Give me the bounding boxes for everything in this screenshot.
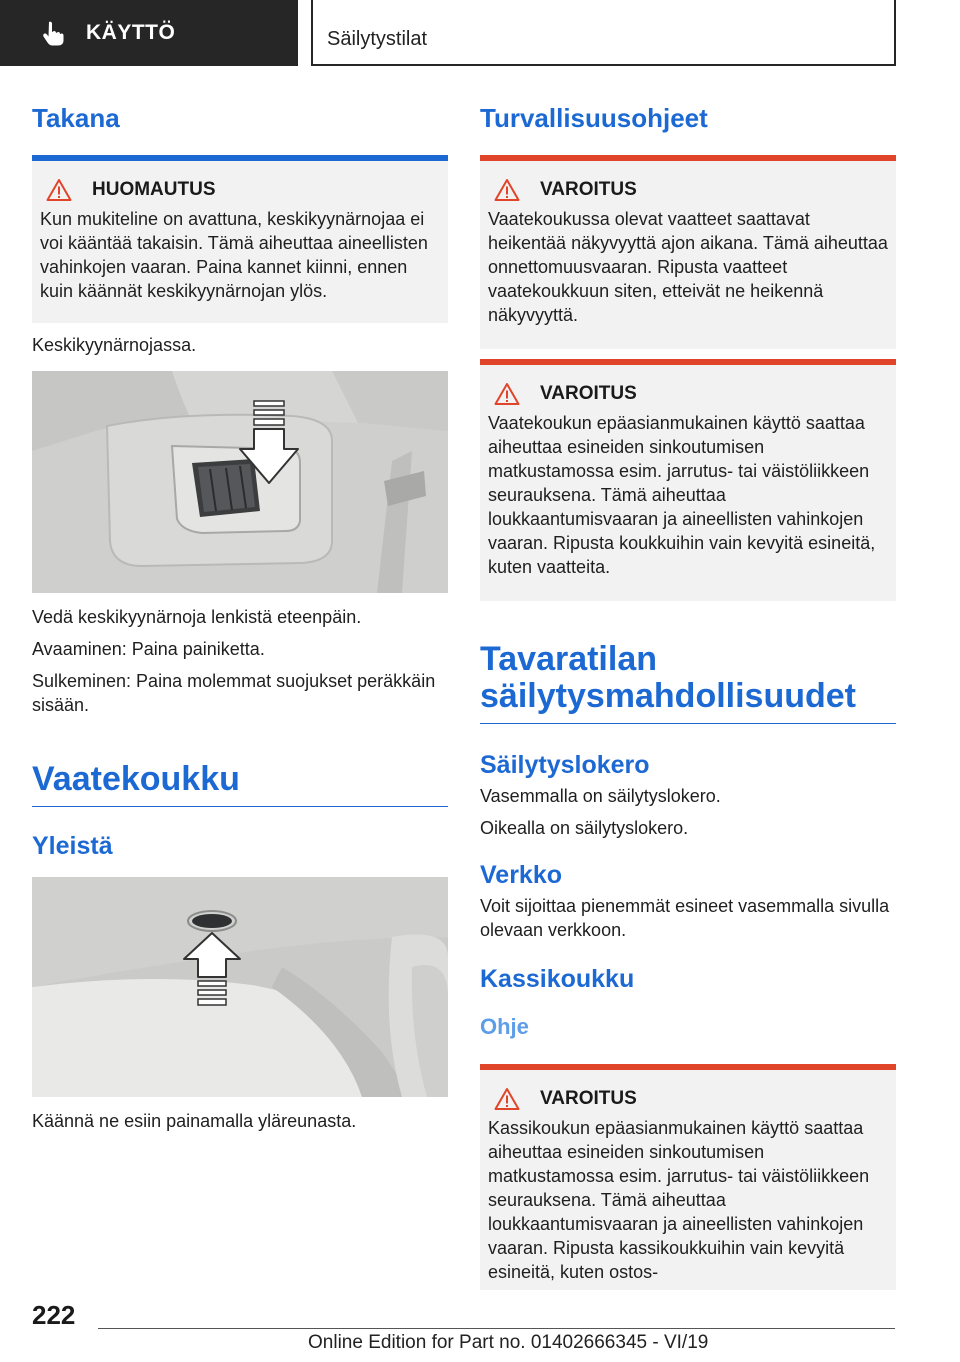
heading-rule (480, 723, 896, 724)
heading-compartment: Säilytyslokero (480, 750, 650, 779)
chapter-tab (0, 0, 298, 66)
warning2-title: VAROITUS (540, 383, 637, 405)
heading-rule (32, 806, 448, 807)
right-column (480, 100, 896, 1290)
coat-hook-figure (32, 877, 448, 1097)
warning-triangle-icon (494, 1087, 520, 1111)
notice-box (32, 161, 448, 323)
heading-storage: Tavaratilan säilytysmahdollisuudet (480, 640, 856, 715)
footer-edition: Online Edition for Part no. 01402666345 - VI/19 (308, 1332, 709, 1353)
heading-takana: Takana (32, 103, 120, 133)
footer-rule (98, 1328, 895, 1329)
paragraph-location: Keskikyynärnojassa. (32, 335, 197, 356)
warning-triangle-icon (494, 178, 520, 202)
chapter-title: KÄYTTÖ (86, 21, 176, 44)
warning2-text: Vaatekoukun epäasianmukainen käyttö saattaa aiheuttaa esineiden sinkoutumisen matkustamossa esim. jarrutus- tai väistöliikkeen seurauksena. Tämä aiheuttaa loukkaantumisvaaran ja aineellisten vahinkojen vaaran. Ripusta koukkuihin vain kevyitä esineitä, kuten vaatteita. (488, 413, 876, 578)
warning1-title: VAROITUS (540, 179, 637, 201)
left-column (32, 100, 448, 1133)
heading-safety: Turvallisuusohjeet (480, 103, 708, 133)
heading-ohje: Ohje (480, 1013, 529, 1039)
notice-title: HUOMAUTUS (92, 179, 216, 201)
paragraph-pull: Vedä keskikyynärnoja lenkistä eteenpäin. (32, 607, 362, 628)
heading-bag-hook: Kassikoukku (480, 964, 635, 993)
warning-triangle-icon (494, 382, 520, 406)
warning3-box (480, 1070, 896, 1290)
warning1-box (480, 161, 896, 349)
heading-vaatekoukku: Vaatekoukku (32, 760, 240, 799)
warning1-text: Vaatekoukussa olevat vaatteet saattavat heikentää näkyvyyttä ajon aikana. Tämä aiheuttaa onnettomuusvaaran. Ripusta vaatteet vaatekoukkuun siten, etteivät ne heikennä näkyvyyttä. (488, 209, 888, 326)
armrest-figure (32, 371, 448, 593)
notice-text: Kun mukiteline on avattuna, keskikyynärnojaa ei voi kääntää takaisin. Tämä aiheuttaa aineellisten vahinkojen vaaran. Paina kannet kiinni, ennen kuin käännät keskikyynärnojan ylös. (40, 209, 428, 302)
paragraph-close: Sulkeminen: Paina molemmat suojukset peräkkäin sisään. (32, 671, 436, 716)
paragraph-right-compartment: Oikealla on säilytyslokero. (480, 817, 689, 838)
page-number: 222 (32, 1300, 76, 1330)
warning3-text: Kassikoukun epäasianmukainen käyttö saattaa aiheuttaa esineiden sinkoutumisen matkustamossa esim. jarrutus- tai väistöliikkeen seurauksena. Tämä aiheuttaa loukkaantumisvaaran ja aineellisten vahinkojen vaaran. Ripusta kassikoukkuihin vain kevyitä esineitä, kuten ostos- (488, 1118, 870, 1283)
hand-pointer-icon (40, 20, 66, 46)
section-title: Säilytystilat (327, 28, 428, 50)
paragraph-open: Avaaminen: Paina painiketta. (32, 639, 265, 660)
warning2-box (480, 365, 896, 601)
paragraph-net: Voit sijoittaa pienemmät esineet vasemmalla sivulla olevaan verkkoon. (480, 895, 890, 940)
paragraph-turn: Käännä ne esiin painamalla yläreunasta. (32, 1110, 357, 1131)
warning3-title: VAROITUS (540, 1088, 637, 1110)
paragraph-left-compartment: Vasemmalla on säilytyslokero. (480, 785, 721, 806)
warning-triangle-icon (46, 178, 72, 202)
heading-yleista: Yleistä (32, 831, 113, 860)
section-tab (311, 0, 896, 66)
heading-net: Verkko (480, 860, 563, 889)
